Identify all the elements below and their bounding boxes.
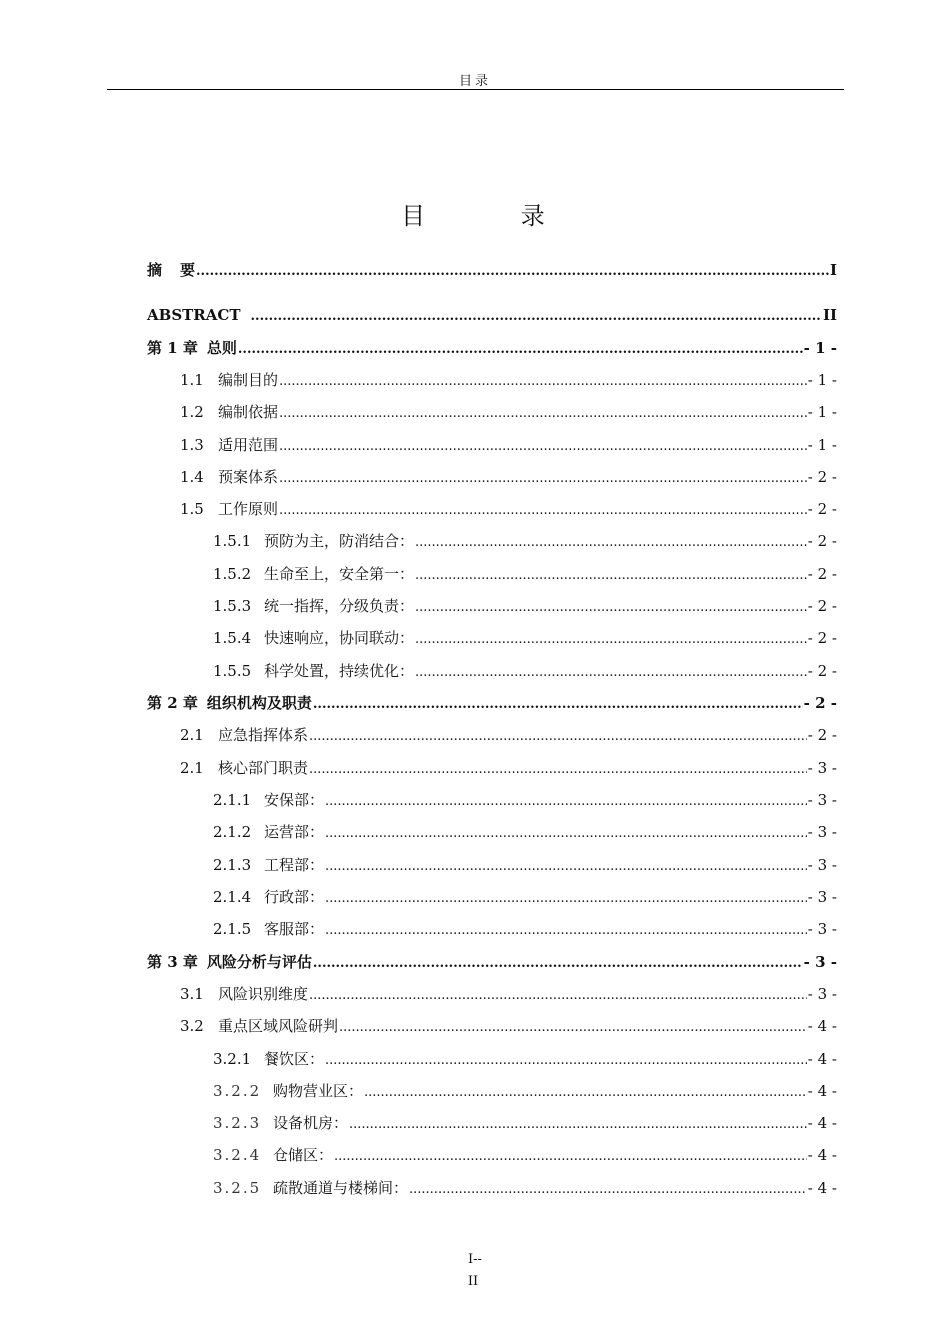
toc-entry-page: I [829, 261, 837, 279]
toc-entry[interactable] [147, 260, 837, 280]
toc-entry-number: ABSTRACT [147, 306, 241, 324]
toc-leader-dots [279, 435, 807, 457]
toc-entry-label: 风险分析与评估 [206, 953, 312, 971]
toc-entry-label: 统一指挥，分级负责： [264, 597, 415, 615]
toc-entry-number: 3.2.5 [213, 1179, 262, 1197]
toc-leader-dots [415, 596, 807, 618]
toc-entry-number: 2.1 [180, 759, 204, 777]
toc-entry-number: 1.4 [180, 468, 204, 486]
toc-entry-label: 工作原则 [218, 500, 279, 518]
toc-leader-dots [279, 402, 807, 424]
toc-entry[interactable] [213, 661, 837, 681]
toc-entry-number: 第 3 章 [147, 953, 198, 971]
toc-entry-label: 购物营业区： [273, 1082, 364, 1100]
toc-entry-page: - 3 - [807, 856, 837, 874]
toc-entry-label: 运营部： [264, 823, 325, 841]
toc-entry-label: 总则 [206, 339, 237, 357]
toc-leader-dots [415, 661, 807, 683]
header-rule [107, 89, 844, 90]
toc-entry-number: 3.1 [180, 985, 204, 1003]
toc-leader-dots [309, 984, 807, 1006]
toc-entry[interactable] [213, 919, 837, 939]
toc-leader-dots [339, 1016, 807, 1038]
toc-entry-label: 设备机房： [273, 1114, 349, 1132]
toc-entry-label: 适用范围 [218, 436, 279, 454]
toc-entry-page: - 1 - [803, 339, 837, 357]
toc-entry-label: 疏散通道与楼梯间： [273, 1179, 409, 1197]
toc-entry-number: 3.2.3 [213, 1114, 262, 1132]
toc-entry-number: 1.3 [180, 436, 204, 454]
toc-entry-label: 仓储区： [273, 1146, 334, 1164]
toc-entry-number: 2.1.5 [213, 920, 252, 938]
toc-entry-number: 3.2.4 [213, 1146, 262, 1164]
toc-entry-label: 安保部： [264, 791, 325, 809]
toc-entry[interactable] [147, 952, 837, 972]
toc-entry-label: 要 [180, 261, 196, 279]
toc-entry-label: 组织机构及职责 [206, 694, 312, 712]
toc-entry-label: 生命至上，安全第一： [264, 565, 415, 583]
toc-entry-label: 餐饮区： [264, 1050, 325, 1068]
toc-entry-number: 第 1 章 [147, 339, 198, 357]
toc-entry-page: - 4 - [807, 1082, 837, 1100]
toc-entry[interactable] [213, 855, 837, 875]
toc-entry-label: 客服部： [264, 920, 325, 938]
toc-entry-label: 科学处置，持续优化： [264, 662, 415, 680]
toc-leader-dots [279, 467, 807, 489]
toc-entry-page: - 2 - [807, 500, 837, 518]
toc-entry[interactable] [180, 499, 837, 519]
toc-leader-dots [325, 855, 807, 877]
toc-entry[interactable] [213, 531, 837, 551]
toc-entry[interactable] [213, 628, 837, 648]
toc-entry-page: - 2 - [807, 662, 837, 680]
toc-entry-page: - 2 - [807, 597, 837, 615]
toc-entry-label: 编制目的 [218, 371, 279, 389]
toc-entry-page: - 3 - [807, 759, 837, 777]
toc-entry-number: 2.1.4 [213, 888, 252, 906]
toc-entry[interactable] [147, 305, 837, 325]
toc-entry-page: - 2 - [807, 565, 837, 583]
toc-entry[interactable] [180, 370, 837, 390]
toc-entry-page: - 1 - [807, 403, 837, 421]
toc-leader-dots [251, 305, 822, 327]
toc-entry[interactable] [213, 596, 837, 616]
toc-entry-page: - 4 - [807, 1114, 837, 1132]
toc-entry[interactable] [213, 564, 837, 584]
toc-leader-dots [415, 564, 807, 586]
toc-entry-page: - 4 - [807, 1017, 837, 1035]
toc-entry[interactable] [213, 1113, 837, 1133]
toc-leader-dots [334, 1145, 807, 1167]
toc-entry[interactable] [213, 1081, 837, 1101]
toc-entry-page: - 3 - [807, 985, 837, 1003]
toc-entry[interactable] [213, 1178, 837, 1198]
toc-leader-dots [279, 370, 807, 392]
toc-entry-number: 2.1.2 [213, 823, 252, 841]
toc-leader-dots [279, 499, 807, 521]
toc-entry[interactable] [213, 790, 837, 810]
toc-entry-page: - 3 - [803, 953, 837, 971]
toc-leader-dots [313, 693, 803, 715]
toc-entry-number: 2.1.3 [213, 856, 252, 874]
toc-entry-number: 1.5.1 [213, 532, 252, 550]
toc-leader-dots [364, 1081, 807, 1103]
header-text: 目录 [458, 74, 491, 89]
toc-leader-dots [415, 531, 807, 553]
toc-leader-dots [196, 260, 829, 282]
toc-entry-number: 2.1.1 [213, 791, 252, 809]
toc-entry-page: - 4 - [807, 1050, 837, 1068]
toc-entry-label: 重点区域风险研判 [218, 1017, 339, 1035]
toc-entry-label: 快速响应，协同联动： [264, 629, 415, 647]
toc-entry-page: - 1 - [807, 371, 837, 389]
toc-entry-page: - 1 - [807, 436, 837, 454]
toc-entry-label: 预案体系 [218, 468, 279, 486]
toc-leader-dots [409, 1178, 807, 1200]
toc-entry-page: - 2 - [807, 532, 837, 550]
toc-entry-number: 1.5.5 [213, 662, 252, 680]
toc-entry-number: 1.5 [180, 500, 204, 518]
toc-leader-dots [309, 725, 807, 747]
toc-entry[interactable] [213, 822, 837, 842]
footer-page-number: II [467, 1274, 479, 1289]
toc-entry[interactable] [180, 402, 837, 422]
toc-leader-dots [349, 1113, 807, 1135]
toc-leader-dots [309, 758, 807, 780]
toc-leader-dots [325, 822, 807, 844]
toc-leader-dots [325, 919, 807, 941]
toc-entry[interactable] [180, 435, 837, 455]
toc-entry-page: - 3 - [807, 823, 837, 841]
toc-leader-dots [415, 628, 807, 650]
toc-entry-number: 第 2 章 [147, 694, 198, 712]
toc-entry-number: 2.1 [180, 726, 204, 744]
toc-entry-label: 预防为主，防消结合： [264, 532, 415, 550]
toc-leader-dots [325, 1049, 807, 1071]
footer-page-mark: I-- [468, 1252, 482, 1267]
toc-entry-number: 1.1 [180, 371, 204, 389]
toc-entry[interactable] [180, 725, 837, 745]
toc-entry[interactable] [213, 887, 837, 907]
toc-entry[interactable] [180, 467, 837, 487]
toc-entry-number: 摘 [147, 261, 163, 279]
toc-entry[interactable] [180, 758, 837, 778]
toc-entry[interactable] [147, 338, 837, 358]
toc-entry-label: 应急指挥体系 [218, 726, 309, 744]
toc-entry-number: 1.5.4 [213, 629, 252, 647]
toc-entry-number: 1.2 [180, 403, 204, 421]
toc-entry-number: 3.2.2 [213, 1082, 262, 1100]
toc-leader-dots [238, 338, 803, 360]
toc-entry-page: - 2 - [807, 468, 837, 486]
toc-entry-page: - 2 - [807, 629, 837, 647]
toc-entry-page: - 4 - [807, 1146, 837, 1164]
toc-entry[interactable] [180, 1016, 837, 1036]
toc-entry-number: 1.5.3 [213, 597, 252, 615]
toc-entry-number: 3.2.1 [213, 1050, 252, 1068]
toc-entry-page: - 2 - [807, 726, 837, 744]
toc-entry-label: 工程部： [264, 856, 325, 874]
toc-entry[interactable] [213, 1049, 837, 1069]
toc-entry[interactable] [213, 1145, 837, 1165]
toc-entry[interactable] [180, 984, 837, 1004]
toc-entry-number: 1.5.2 [213, 565, 252, 583]
toc-leader-dots [325, 887, 807, 909]
toc-entry-label: 行政部： [264, 888, 325, 906]
toc-entry-label: 风险识别维度 [218, 985, 309, 1003]
toc-entry-label: 核心部门职责 [218, 759, 309, 777]
toc-entry[interactable] [147, 693, 837, 713]
toc-entry-page: - 2 - [803, 694, 837, 712]
toc-entry-page: II [822, 306, 837, 324]
toc-entry-page: - 3 - [807, 888, 837, 906]
toc-entry-page: - 4 - [807, 1179, 837, 1197]
toc-leader-dots [325, 790, 807, 812]
toc-leader-dots [313, 952, 803, 974]
toc-entry-page: - 3 - [807, 791, 837, 809]
toc-title: 目 录 [401, 202, 589, 230]
toc-entry-label: 编制依据 [218, 403, 279, 421]
toc-entry-number: 3.2 [180, 1017, 204, 1035]
toc-entry-page: - 3 - [807, 920, 837, 938]
